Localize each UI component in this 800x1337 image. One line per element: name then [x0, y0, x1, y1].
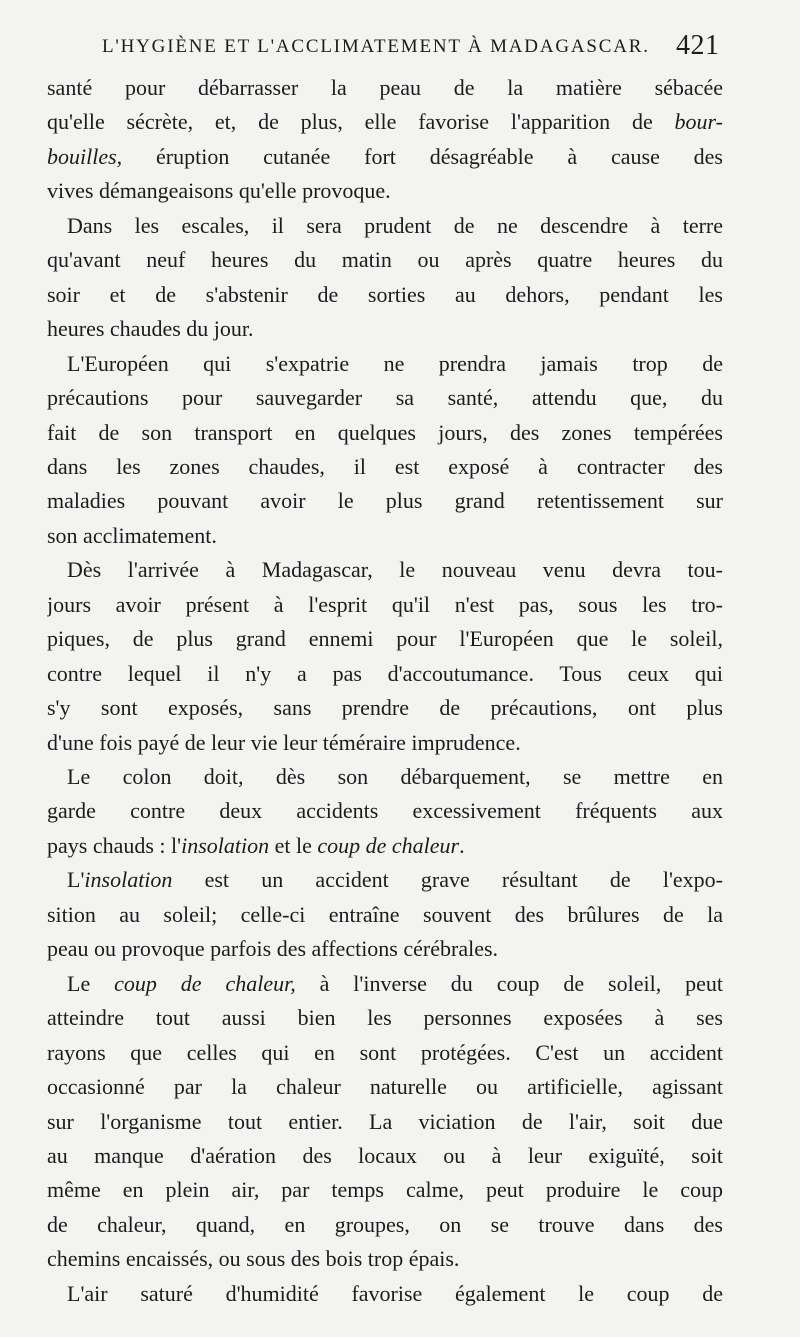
text-line — [47, 829, 723, 863]
text-segment: chemins encaissés, ou sous des bois trop épais. — [47, 1246, 460, 1272]
text-line — [47, 1277, 723, 1311]
text-segment: Le — [67, 970, 115, 996]
text-segment: rayons que celles qui en sont protégées. C'est un accident — [47, 1039, 723, 1065]
text-line — [47, 1173, 723, 1207]
text-segment: piques, de plus grand ennemi pour l'Européen que le soleil, — [47, 626, 723, 652]
text-line — [47, 1242, 723, 1276]
text-line — [47, 105, 723, 139]
text-line — [47, 243, 723, 277]
text-segment: contre lequel il n'y a pas d'accoutumance. Tous ceux qui — [47, 660, 723, 686]
text-segment: sur l'organisme tout entier. La viciation de l'air, soit due — [47, 1108, 723, 1134]
italic-text: coup de chaleur, — [114, 970, 296, 996]
text-segment: qu'elle sécrète, et, de plus, elle favorise l'apparition de — [47, 109, 675, 135]
text-line — [47, 416, 723, 450]
text-line — [47, 140, 723, 174]
text-line — [47, 1070, 723, 1104]
text-line — [47, 691, 723, 725]
text-line — [47, 553, 723, 587]
text-segment: L'air saturé d'humidité favorise également le coup de — [67, 1280, 723, 1306]
text-segment: santé pour débarrasser la peau de la matière sébacée — [47, 75, 723, 100]
text-segment: atteindre tout aussi bien les personnes exposées à ses — [47, 1005, 723, 1031]
text-segment: . — [459, 832, 465, 858]
text-segment: de chaleur, quand, en groupes, on se trouve dans des — [47, 1211, 723, 1237]
italic-text: insolation — [84, 867, 173, 893]
text-segment: son acclimatement. — [47, 522, 217, 548]
running-title: L'HYGIÈNE ET L'ACCLIMATEMENT À MADAGASCAR. — [102, 36, 650, 57]
text-segment: Dès l'arrivée à Madagascar, le nouveau venu devra tou- — [67, 557, 723, 583]
text-segment: vives démangeaisons qu'elle provoque. — [47, 178, 391, 204]
text-segment: au manque d'aération des locaux ou à leur exiguïté, soit — [47, 1142, 723, 1168]
text-line — [47, 1139, 723, 1173]
text-segment: Dans les escales, il sera prudent de ne descendre à terre — [67, 212, 723, 238]
text-line — [47, 932, 723, 966]
text-line — [47, 312, 723, 346]
text-segment: d'une fois payé de leur vie leur téméraire imprudence. — [47, 729, 521, 755]
text-line — [47, 794, 723, 828]
text-segment: fait de son transport en quelques jours, des zones tempérées — [47, 419, 723, 445]
text-segment: est un accident grave résultant de l'expo- — [172, 867, 723, 893]
text-line — [47, 450, 723, 484]
text-segment: précautions pour sauvegarder sa santé, attendu que, du — [47, 385, 723, 411]
text-segment: pays chauds : l' — [47, 832, 182, 858]
text-line — [47, 898, 723, 932]
text-segment: heures chaudes du jour. — [47, 316, 254, 342]
text-segment: s'y sont exposés, sans prendre de précautions, ont plus — [47, 695, 723, 721]
text-line — [47, 519, 723, 553]
text-line — [47, 484, 723, 518]
text-line — [47, 588, 723, 622]
italic-text: bour- — [674, 109, 723, 135]
text-line — [47, 278, 723, 312]
text-line — [47, 760, 723, 794]
text-segment: garde contre deux accidents excessivement fréquents aux — [47, 798, 723, 824]
italic-text: insolation — [181, 832, 270, 858]
text-segment: L' — [67, 867, 85, 893]
italic-text: bouilles, — [47, 143, 123, 169]
text-line — [47, 1036, 723, 1070]
text-segment: qu'avant neuf heures du matin ou après quatre heures du — [47, 247, 723, 273]
text-line — [47, 1105, 723, 1139]
text-segment: soir et de s'abstenir de sorties au dehors, pendant les — [47, 281, 723, 307]
text-segment: éruption cutanée fort désagréable à cause des — [122, 143, 723, 169]
text-line — [47, 71, 723, 105]
text-segment: jours avoir présent à l'esprit qu'il n'est pas, sous les tro- — [47, 591, 723, 617]
page-number: 421 — [676, 30, 720, 61]
text-segment: et le — [269, 832, 318, 858]
text-segment: peau ou provoque parfois des affections cérébrales. — [47, 936, 499, 962]
text-line — [47, 1001, 723, 1035]
text-segment: maladies pouvant avoir le plus grand retentissement sur — [47, 488, 723, 514]
text-line — [47, 381, 723, 415]
text-segment: L'Européen qui s'expatrie ne prendra jamais trop de — [67, 350, 723, 376]
text-line — [47, 967, 723, 1001]
text-line — [47, 863, 723, 897]
text-line — [47, 1208, 723, 1242]
text-line — [47, 347, 723, 381]
text-segment: à l'inverse du coup de soleil, peut — [295, 970, 723, 996]
text-line — [47, 209, 723, 243]
text-segment: Le colon doit, dès son débarquement, se mettre en — [67, 764, 723, 789]
text-line — [47, 657, 723, 691]
text-line — [47, 726, 723, 760]
italic-text: coup de chaleur — [317, 832, 460, 858]
text-segment: sition au soleil; celle-ci entraîne souvent des brûlures de la — [47, 901, 723, 927]
text-segment: occasionné par la chaleur naturelle ou artificielle, agissant — [47, 1074, 723, 1100]
text-segment: même en plein air, par temps calme, peut produire le coup — [47, 1177, 723, 1203]
text-line — [47, 622, 723, 656]
text-segment: dans les zones chaudes, il est exposé à contracter des — [47, 453, 723, 479]
text-line — [47, 174, 723, 208]
